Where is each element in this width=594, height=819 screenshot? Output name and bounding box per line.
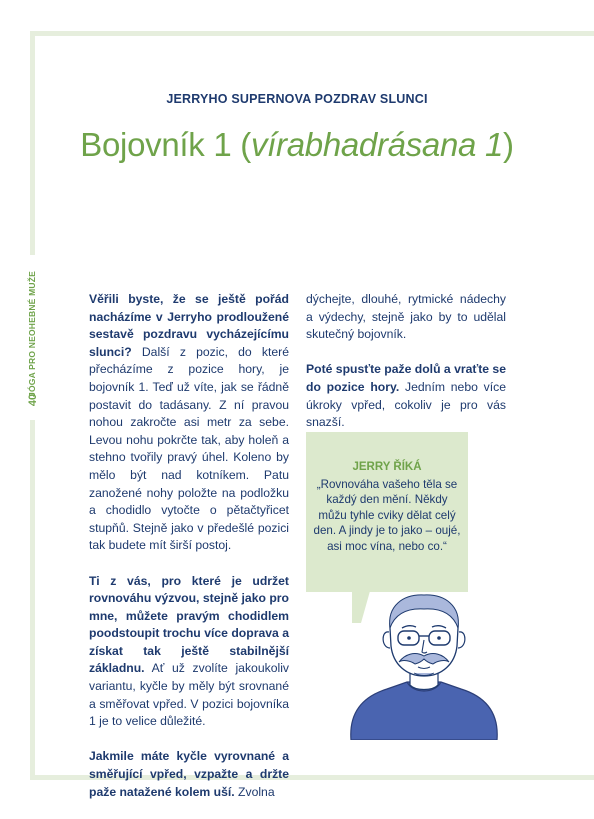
paragraph: [89, 573, 289, 731]
title-end: ): [503, 126, 514, 163]
title-sanskrit: vírabhadrásana 1: [250, 126, 503, 163]
paragraph-text: Další z pozic, do které přecházíme z pozice hory, je bojovník 1. Teď už víte, jak se řádně postavit do tadásany. Z ní pravou nohou zakročte asi metr za sebe. Levou nohu pokrčte tak, aby holeň a stehno tvořily pravý úhel. Koleno by mělo být nad kotníkem. Patu zanožené nohy položte na podložku a chodidlo vytočte o pětačtyřicet stupňů. Stejně jako v předešlé pozici tak budete mít širší postoj.: [89, 344, 289, 553]
paragraph: [306, 361, 506, 431]
paragraph-text: Jedním nebo více úkroky vpřed, cokoliv je pro vás snazší.: [306, 379, 506, 430]
paragraph: [89, 291, 289, 555]
page-frame-top: [30, 31, 594, 36]
paragraph: [306, 291, 506, 344]
lead-in: Poté spusťte paže dolů a vraťte se do pozice hory.: [306, 362, 506, 394]
paragraph-text: Zvolna: [234, 784, 275, 799]
body-column-2: [306, 291, 506, 449]
lead-in: Věřili byste, že se ještě pořád nacházíme v Jerryho prodloužené sestavě pozdravu vycházejícímu slunci?: [89, 292, 289, 359]
page-title: [0, 126, 594, 164]
speech-bubble-quote: „Rovnováha vašeho těla se každý den mění. Někdy můžu tyhle cviky dělat celý den. A jindy je to jako – oujé, asi moc vína, nebo co.“: [313, 478, 461, 553]
speech-bubble-name: JERRY ŘÍKÁ: [352, 461, 422, 473]
jerry-portrait-illustration: [343, 590, 505, 740]
paragraph-text: dýchejte, dlouhé, rytmické nádechy a výdechy, stejně jako by to udělal skutečný bojovník.: [306, 292, 506, 342]
running-header-label: JÓGA PRO NEOHEBNÉ MUŽE: [27, 271, 37, 397]
lead-in: Ti z vás, pro které je udržet rovnováhu výzvou, stejně jako pro mne, můžete pravým chodidlem poodstoupit trochu více doprava a získat tak ještě stabilnější základnu.: [89, 573, 289, 676]
body-column-1: [89, 291, 289, 819]
paragraph-text: Ať už zvolíte jakoukoliv variantu, kyčle by měly být srovnané a směřovat vpřed. V pozici bojovníka 1 je to velice důležité.: [89, 661, 289, 729]
paragraph: [89, 748, 289, 801]
lead-in: Jakmile máte kyčle vyrovnané a směřující vpřed, vzpažte a držte paže natažené kolem uší.: [89, 749, 289, 799]
page-number: 40: [27, 393, 39, 407]
side-running-header: [27, 271, 39, 413]
page-frame-left-lower: [30, 420, 35, 780]
section-kicker: JERRYHO SUPERNOVA POZDRAV SLUNCI: [166, 92, 428, 106]
title-main: Bojovník 1 (: [80, 126, 251, 163]
